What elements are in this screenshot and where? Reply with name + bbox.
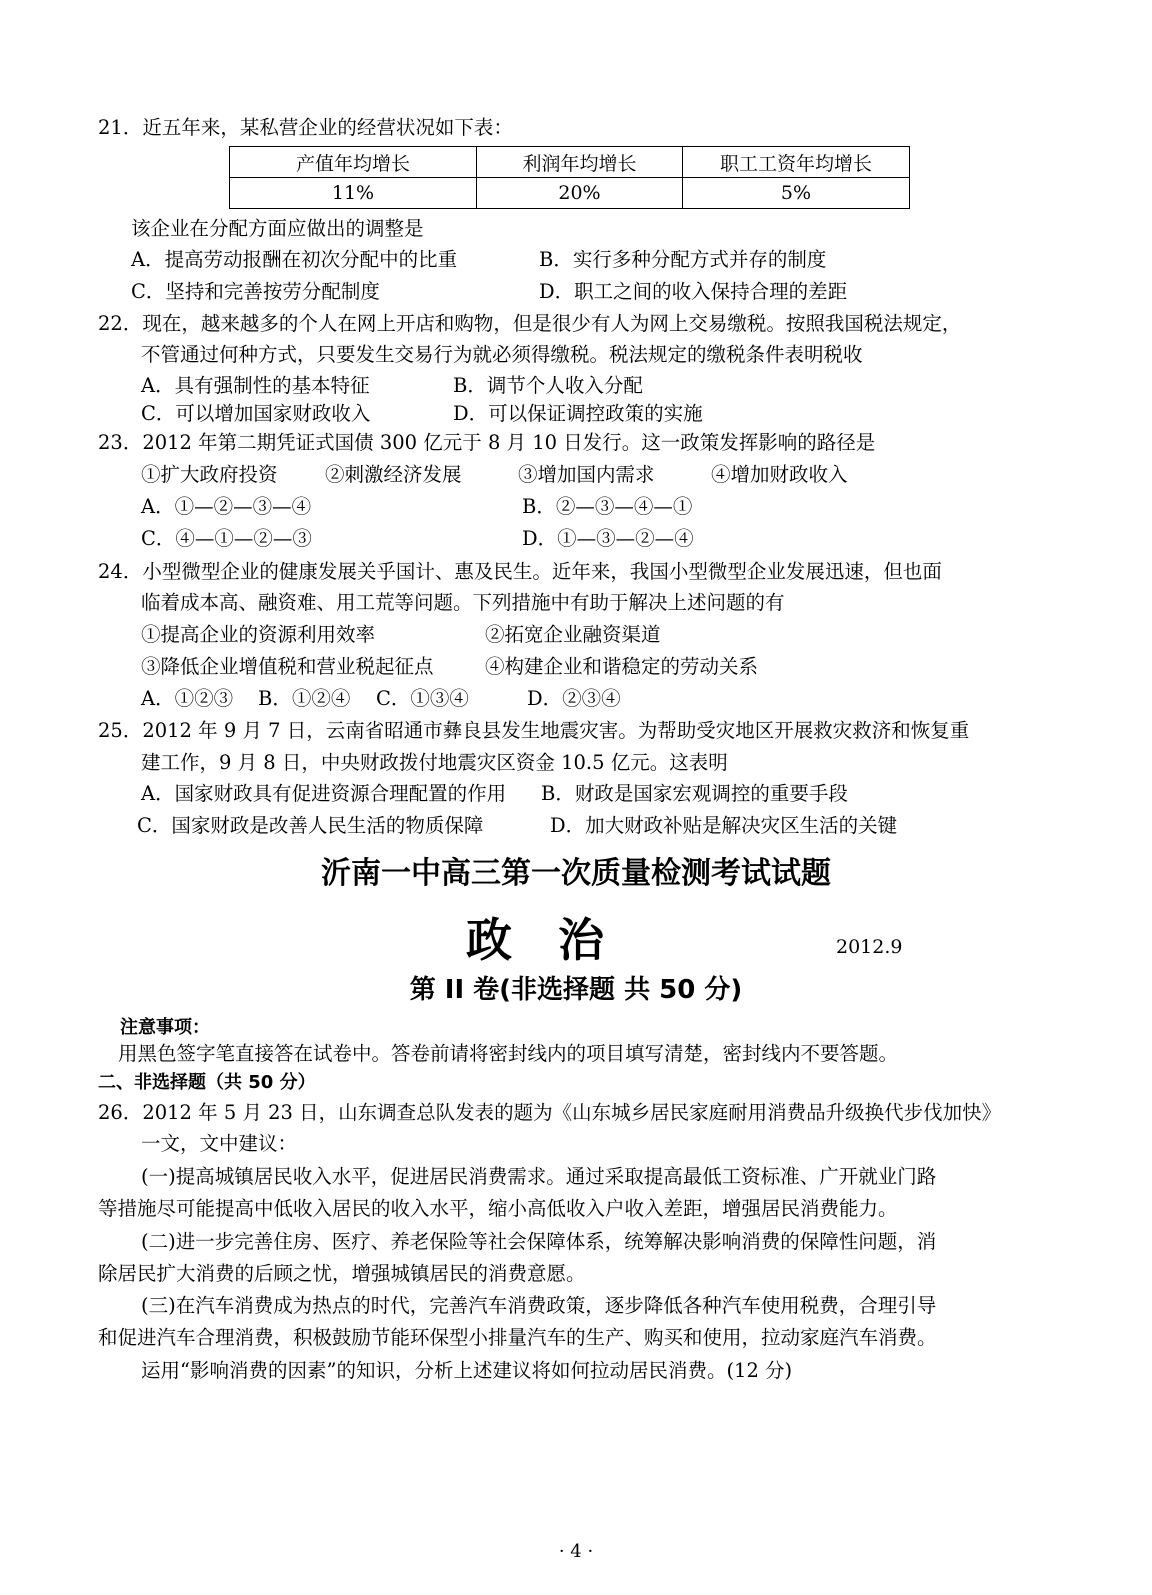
q22-option-a: A．具有强制性的基本特征 <box>141 374 370 397</box>
q24-option-b: B．①②④ <box>258 687 351 710</box>
notice-text: 用黑色签字笔直接答在试卷中。答卷前请将密封线内的项目填写清楚，密封线内不要答题。 <box>118 1042 899 1065</box>
table-cell: 5% <box>683 178 910 209</box>
q23-item-2: ②刺激经济发展 <box>325 463 462 486</box>
page-number: · 4 · <box>558 1541 594 1562</box>
q26-line-2: 一文，文中建议： <box>141 1132 298 1155</box>
q21-option-d: D．职工之间的收入保持合理的差距 <box>539 280 848 303</box>
q21-table <box>229 146 910 209</box>
q21-stem: 21．近五年来，某私营企业的经营状况如下表： <box>98 116 513 139</box>
part-title: 第 II 卷(非选择题 共 50 分) <box>409 975 743 1005</box>
q23-line-1: 23．2012 年第二期凭证式国债 300 亿元于 8 月 10 日发行。这一政策发挥影响的路径是 <box>98 431 876 454</box>
q21-option-c: C．坚持和完善按劳分配制度 <box>131 280 380 303</box>
table-row <box>230 178 910 209</box>
q24-item-1: ①提高企业的资源利用效率 <box>141 623 376 646</box>
q24-item-2: ②拓宽企业融资渠道 <box>485 623 661 646</box>
q25-line-1: 25．2012 年 9 月 7 日，云南省昭通市彝良县发生地震灾害。为帮助受灾地区开展救灾救济和恢复重 <box>98 719 970 742</box>
exam-date: 2012.9 <box>836 936 903 958</box>
table-header-cell: 产值年均增长 <box>230 147 477 178</box>
q22-line-1: 22．现在，越来越多的个人在网上开店和购物，但是很少有人为网上交易缴税。按照我国税法规定， <box>98 312 962 335</box>
q23-item-3: ③增加国内需求 <box>518 463 655 486</box>
q24-option-d: D．②③④ <box>527 687 621 710</box>
table-cell: 20% <box>477 178 683 209</box>
q25-option-a: A．国家财政具有促进资源合理配置的作用 <box>141 782 507 805</box>
q26-paragraph-2b: 除居民扩大消费的后顾之忧，增强城镇居民的消费意愿。 <box>98 1262 586 1285</box>
notice-label: 注意事项： <box>120 1017 210 1038</box>
q24-line-1: 24．小型微型企业的健康发展关乎国计、惠及民生。近年来，我国小型微型企业发展迅速，但也面 <box>98 560 942 583</box>
q24-line-2: 临着成本高、融资难、用工荒等问题。下列措施中有助于解决上述问题的有 <box>141 591 785 614</box>
q21-option-a: A．提高劳动报酬在初次分配中的比重 <box>131 248 458 271</box>
q21-question: 该企业在分配方面应做出的调整是 <box>131 217 424 240</box>
q23-item-4: ④增加财政收入 <box>711 463 848 486</box>
q26-line-1: 26．2012 年 5 月 23 日，山东调查总队发表的题为《山东城乡居民家庭耐用消费品升级换代步伐加快》 <box>98 1101 1002 1124</box>
q26-paragraph-3a: (三)在汽车消费成为热点的时代，完善汽车消费政策，逐步降低各种汽车使用税费，合理引导 <box>141 1294 937 1317</box>
q23-option-b: B．②—③—④—① <box>522 495 693 518</box>
q22-option-c: C．可以增加国家财政收入 <box>141 402 371 425</box>
section-heading: 二、非选择题（共 50 分） <box>98 1072 316 1093</box>
table-header-cell: 职工工资年均增长 <box>683 147 910 178</box>
q24-item-4: ④构建企业和谐稳定的劳动关系 <box>485 655 759 678</box>
q26-paragraph-2a: (二)进一步完善住房、医疗、养老保险等社会保障体系，统筹解决影响消费的保障性问题，消 <box>141 1230 937 1253</box>
q25-option-c: C．国家财政是改善人民生活的物质保障 <box>137 814 484 837</box>
q24-option-c: C．①③④ <box>376 687 469 710</box>
q22-option-b: B．调节个人收入分配 <box>453 374 643 397</box>
q25-option-d: D．加大财政补贴是解决灾区生活的关键 <box>550 814 898 837</box>
q23-option-d: D．①—③—②—④ <box>522 527 694 550</box>
q25-line-2: 建工作，9 月 8 日，中央财政拨付地震灾区资金 10.5 亿元。这表明 <box>141 751 728 774</box>
q22-option-d: D．可以保证调控政策的实施 <box>453 402 703 425</box>
q25-option-b: B．财政是国家宏观调控的重要手段 <box>541 782 848 805</box>
subject-title: 政 治 <box>466 913 604 967</box>
q21-option-b: B．实行多种分配方式并存的制度 <box>539 248 827 271</box>
school-title: 沂南一中高三第一次质量检测考试试题 <box>321 856 831 891</box>
q22-line-2: 不管通过何种方式，只要发生交易行为就必须得缴税。税法规定的缴税条件表明税收 <box>141 343 863 366</box>
q24-option-a: A．①②③ <box>141 687 234 710</box>
table-header-row <box>230 147 910 178</box>
table-header-cell: 利润年均增长 <box>477 147 683 178</box>
q24-item-3: ③降低企业增值税和营业税起征点 <box>141 655 434 678</box>
q26-paragraph-1a: (一)提高城镇居民收入水平，促进居民消费需求。通过采取提高最低工资标准、广开就业门路 <box>141 1165 937 1188</box>
q23-option-c: C．④—①—②—③ <box>141 527 312 550</box>
q26-paragraph-3b: 和促进汽车合理消费，积极鼓励节能环保型小排量汽车的生产、购买和使用，拉动家庭汽车消费。 <box>98 1326 937 1349</box>
q23-item-1: ①扩大政府投资 <box>141 463 278 486</box>
q26-paragraph-1b: 等措施尽可能提高中低收入居民的收入水平，缩小高低收入户收入差距，增强居民消费能力。 <box>98 1197 898 1220</box>
q23-option-a: A．①—②—③—④ <box>141 495 312 518</box>
table-cell: 11% <box>230 178 477 209</box>
q26-task: 运用“影响消费的因素”的知识，分析上述建议将如何拉动居民消费。(12 分) <box>141 1359 793 1382</box>
